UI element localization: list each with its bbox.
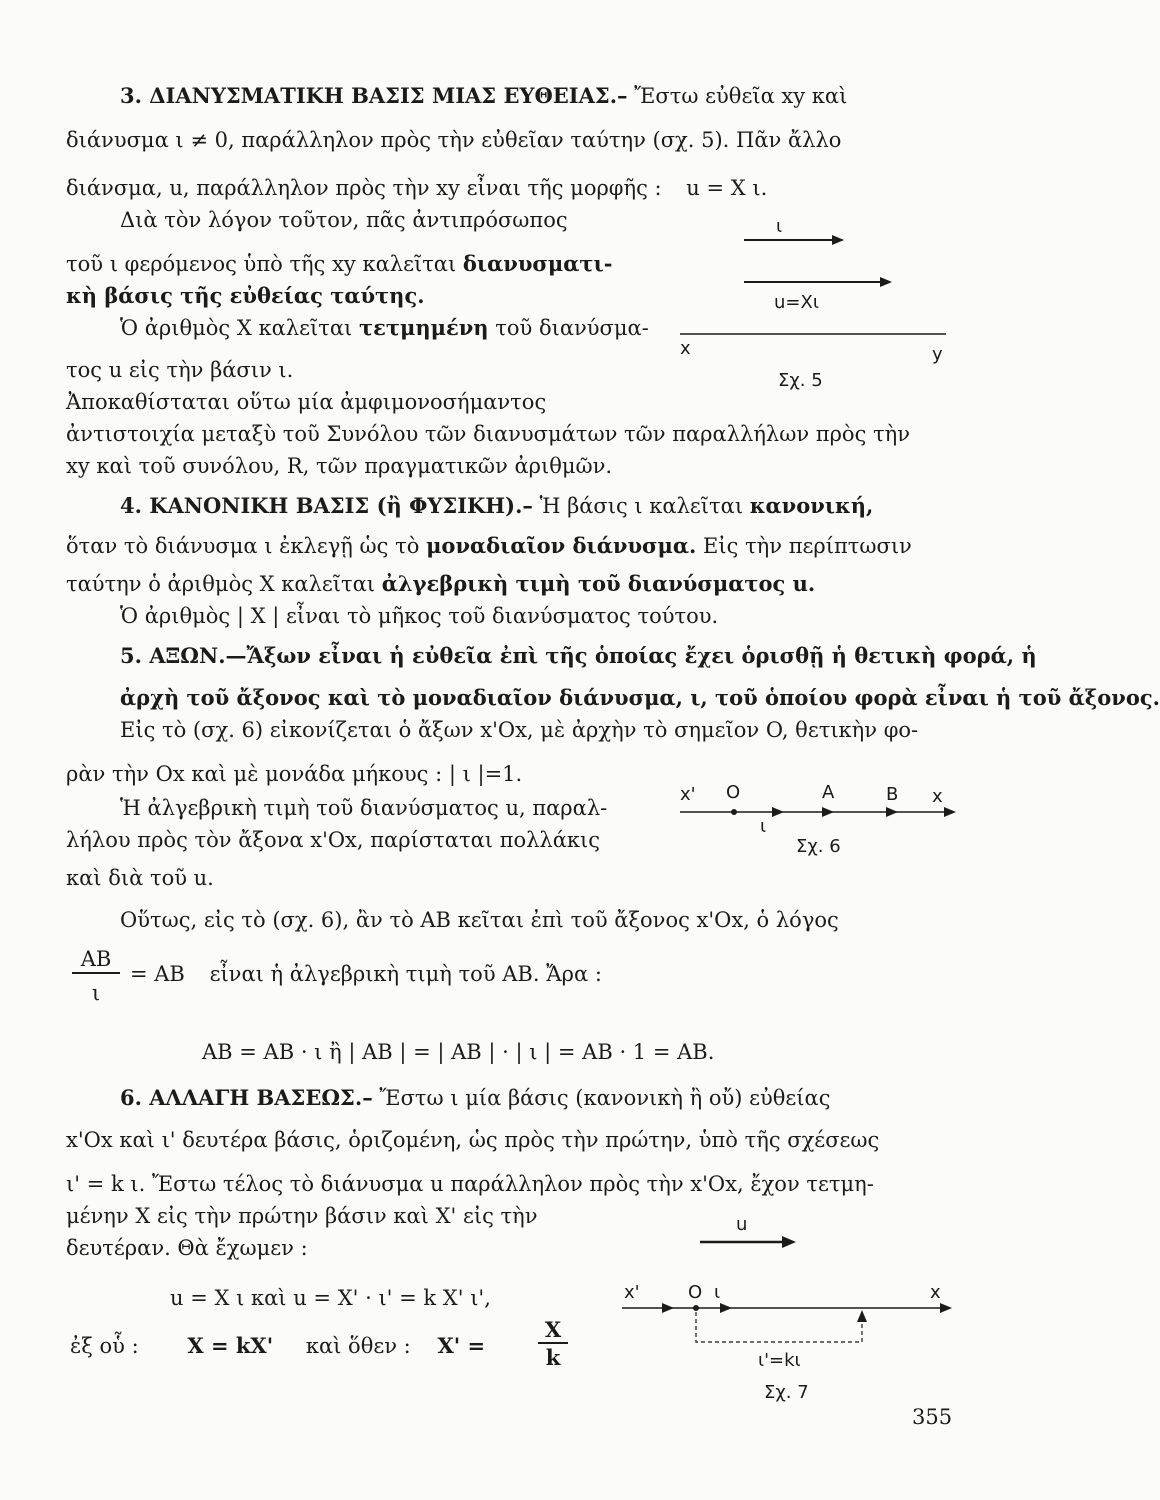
section-3-line-4: Διὰ τὸν λόγον τοῦτον, πᾶς ἀντιπρόσωπος: [120, 208, 568, 232]
section-5-text: εἶναι ἡ ἀλγεβρικὴ τιμὴ τοῦ AB. Ἄρα :: [209, 962, 602, 986]
section-4-heading: 4. ΚΑΝΟΝΙΚΗ ΒΑΣΙΣ (ἢ ΦΥΣΙΚΗ).–: [120, 493, 533, 518]
equation-change-basis: u = X ι καὶ u = X' · ι' = k X' ι',: [170, 1286, 491, 1310]
term-abscissa: τετμημένη: [358, 315, 489, 340]
equation-result-row: [70, 1332, 485, 1360]
fig7-arrowhead: [857, 1310, 867, 1322]
term-algebraic-value: ἀλγεβρικὴ τιμὴ τοῦ διανύσματος u.: [381, 571, 816, 596]
formula-x-kxprime: X = kX': [187, 1333, 274, 1358]
section-6-line-4: μένην X εἰς τὴν πρώτην βάσιν καὶ X' εἰς τὴν: [66, 1204, 538, 1228]
fraction-numerator: X: [538, 1318, 568, 1344]
section-5-line-2: ἀρχὴ τοῦ ἄξονος καὶ τὸ μοναδιαῖον διάνυσμα, ι, τοῦ ὁποίου φορὰ εἶναι ἡ τοῦ ἄξονος.: [120, 685, 1160, 710]
section-6-line-3: ι' = k ι. Ἔστω τέλος τὸ διάνυσμα u παράλληλον πρὸς τὴν x'Ox, ἔχον τετμη-: [66, 1172, 874, 1196]
fraction-denominator: ι: [91, 981, 101, 1005]
section-5-line-9: [130, 960, 602, 988]
section-3-line-5: [66, 250, 612, 278]
fig5-arrowhead: [832, 235, 844, 245]
section-6-text: Ἔστω ι μία βάσις (κανονικὴ ἢ οὔ) εὐθείας: [379, 1086, 831, 1110]
section-6-heading: 6. ΑΛΛΑΓΗ ΒΑΣΕΩΣ.–: [120, 1085, 373, 1110]
fig6-label-i: ι: [760, 816, 767, 837]
section-3-heading: 3. ΔΙΑΝΥΣΜΑΤΙΚΗ ΒΑΣΙΣ ΜΙΑΣ ΕΥΘΕΙΑΣ.–: [120, 83, 628, 108]
fig7-arrowhead: [782, 1236, 796, 1248]
term-vector-basis: διανυσματι-: [462, 251, 613, 276]
section-5-line-3: Εἰς τὸ (σχ. 6) εἰκονίζεται ὁ ἄξων x'Ox, μὲ ἀρχὴν τὸ σημεῖον O, θετικὴν φο-: [120, 718, 919, 742]
figure-7: [618, 1208, 958, 1408]
section-4-text: ταύτην ὁ ἀριθμὸς X καλεῖται: [66, 572, 376, 596]
fraction-ab-over-i: [72, 946, 120, 1006]
section-6-line-1: [120, 1084, 830, 1112]
formula-ab-bar: = AB: [130, 962, 185, 986]
section-3-line-8: τος u εἰς τὴν βάσιν ι.: [66, 358, 294, 382]
section-3-line-1: [120, 82, 847, 110]
fig5-label-i: ι: [776, 216, 783, 237]
fig5-label-x: x: [680, 338, 691, 359]
section-5-line-1: 5. ΑΞΩΝ.—Ἄξων εἶναι ἡ εὐθεῖα ἐπὶ τῆς ὁποίας ἔχει ὁρισθῇ ἡ θετικὴ φορά, ἡ: [120, 643, 1037, 668]
fig6-arrowhead: [822, 807, 834, 817]
fig6-point-o: [731, 809, 737, 815]
figure-6: [676, 778, 966, 862]
fig5-arrowhead: [880, 277, 892, 287]
section-3-text: Ἔστω εὐθεῖα xy καὶ: [634, 84, 848, 108]
section-3-line-6: κὴ βάσις τῆς εὐθείας ταύτης.: [66, 283, 425, 308]
section-4-text: Ἡ βάσις ι καλεῖται: [539, 494, 744, 518]
section-3-text: τοῦ ι φερόμενος ὑπὸ τῆς xy καλεῖται: [66, 252, 457, 276]
fig7-arrowhead: [720, 1303, 732, 1313]
fig7-label-xprime: x': [624, 1282, 640, 1303]
figure-5: [670, 206, 960, 396]
section-6-text: ἐξ οὗ :: [70, 1334, 139, 1358]
fig7-label-i: ι: [714, 1282, 721, 1303]
section-3-line-9: Ἀποκαθίσταται οὕτω μία ἀμφιμονοσήμαντος: [66, 390, 547, 414]
page-number: 355: [912, 1405, 953, 1429]
section-5-line-7: καὶ διὰ τοῦ u.: [66, 866, 214, 890]
section-3-line-2: διάνυσμα ι ≠ 0, παράλληλον πρὸς τὴν εὐθεῖαν ταύτην (σχ. 5). Πᾶν ἄλλο: [66, 128, 842, 152]
section-3-text: Ὁ ἀριθμὸς X καλεῖται: [120, 316, 353, 340]
section-6-line-2: x'Ox καὶ ι' δευτέρα βάσις, ὁριζομένη, ὡς πρὸς τὴν πρώτην, ὑπὸ τῆς σχέσεως: [66, 1128, 880, 1152]
section-4-line-1: [120, 492, 873, 520]
fig6-label-x: x: [932, 786, 943, 807]
fig5-label-y: y: [932, 344, 943, 365]
fraction-numerator: AB: [72, 946, 120, 974]
section-4-text: Εἰς τὴν περίπτωσιν: [703, 534, 912, 558]
section-3-text: τοῦ διανύσμα-: [495, 316, 649, 340]
fig7-label-relation: ι'=kι: [758, 1350, 801, 1371]
term-unit-vector: μοναδιαῖον διάνυσμα.: [426, 533, 697, 558]
fig7-label-x: x: [930, 1282, 941, 1303]
section-6-line-5: δευτέραν. Θὰ ἔχωμεν :: [66, 1236, 308, 1260]
fig6-arrowhead: [944, 807, 956, 817]
section-3-line-10: ἀντιστοιχία μεταξὺ τοῦ Συνόλου τῶν διανυσμάτων τῶν παραλλήλων πρὸς τὴν: [66, 422, 910, 446]
section-3-line-3: [66, 174, 767, 202]
fig5-caption: Σχ. 5: [778, 370, 823, 391]
section-3-text: διάνσμα, u, παράλληλον πρὸς τὴν xy εἶναι τῆς μορφῆς :: [66, 176, 662, 200]
fraction-denominator: k: [545, 1345, 561, 1370]
fig7-label-o: O: [688, 1282, 703, 1303]
fig6-label-o: O: [726, 782, 741, 803]
fig7-caption: Σχ. 7: [764, 1382, 809, 1403]
formula-u-xi: u = X ι.: [686, 176, 768, 200]
fig5-label-u: u=Xι: [774, 292, 819, 313]
fig6-arrowhead: [772, 807, 784, 817]
fig7-arrowhead: [940, 1303, 952, 1313]
fig7-dashed-bracket: [696, 1312, 862, 1342]
fig6-label-a: A: [822, 782, 835, 803]
fig7-arrowhead: [662, 1303, 674, 1313]
fig6-label-xprime: x': [680, 784, 696, 805]
equation-ab: AB = AB · ι ἢ | AB | = | AB | · | ι | = AB · 1 = AB.: [202, 1040, 715, 1064]
fig7-point-o: [693, 1305, 699, 1311]
fraction-x-over-k: [538, 1318, 568, 1370]
fig6-label-b: B: [886, 784, 899, 805]
section-6-text: καὶ ὅθεν :: [305, 1334, 411, 1358]
section-4-line-3: [66, 570, 815, 598]
section-3-line-7: [120, 314, 649, 342]
term-canonical: κανονική,: [749, 493, 874, 518]
section-4-line-2: [66, 532, 912, 560]
section-5-line-4: ρὰν τὴν Ox καὶ μὲ μονάδα μήκους : | ι |=1.: [66, 762, 523, 786]
fig6-caption: Σχ. 6: [796, 836, 841, 857]
section-5-line-6: λήλου πρὸς τὸν ἄξονα x'Ox, παρίσταται πολλάκις: [66, 828, 601, 852]
fig6-arrowhead: [886, 807, 898, 817]
section-5-line-5: Ἡ ἀλγεβρικὴ τιμὴ τοῦ διανύσματος u, παραλ-: [120, 796, 608, 820]
fig7-label-u: u: [736, 1214, 748, 1235]
section-5-line-8: Οὕτως, εἰς τὸ (σχ. 6), ἂν τὸ AB κεῖται ἐπὶ τοῦ ἄξονος x'Ox, ὁ λόγος: [120, 908, 839, 932]
section-4-line-4: Ὁ ἀριθμὸς | X | εἶναι τὸ μῆκος τοῦ διανύσματος τούτου.: [120, 604, 719, 628]
formula-xprime: X' =: [437, 1333, 486, 1358]
section-4-text: ὅταν τὸ διάνυσμα ι ἐκλεγῇ ὡς τὸ: [66, 534, 420, 558]
section-3-line-11: xy καὶ τοῦ συνόλου, R, τῶν πραγματικῶν ἀριθμῶν.: [66, 454, 613, 478]
